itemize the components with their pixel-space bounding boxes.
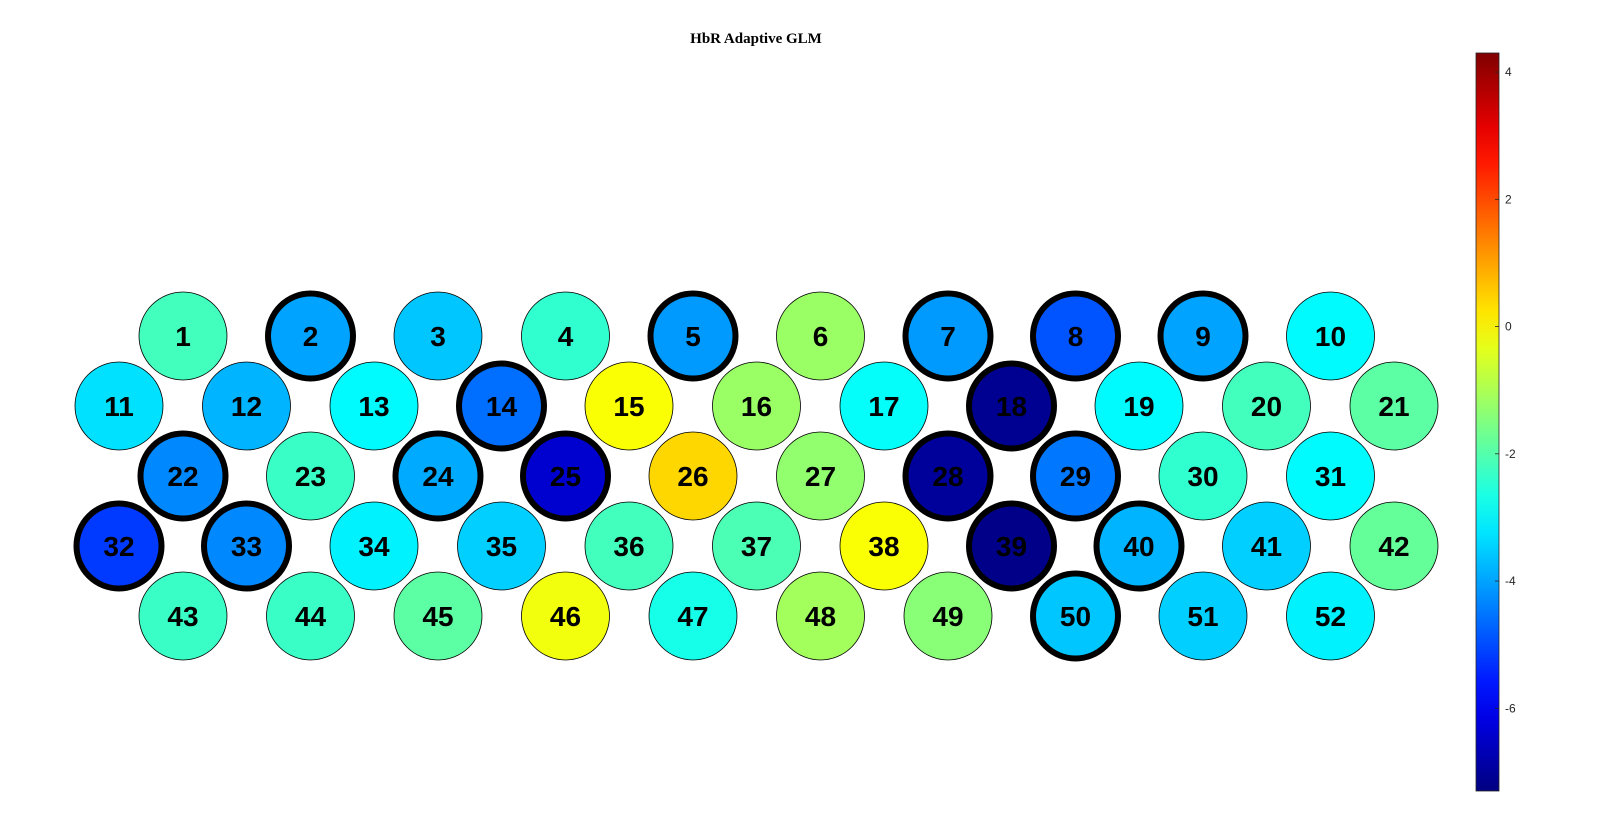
channel-label-6: 6 (812, 321, 829, 352)
channel-label-34: 34 (358, 531, 390, 562)
channel-label-25: 25 (549, 461, 582, 492)
colorbar-gradient (1476, 53, 1499, 791)
channel-label-30: 30 (1187, 461, 1219, 492)
channel-37 (713, 502, 801, 590)
channel-52 (1287, 572, 1375, 660)
channel-34 (330, 502, 418, 590)
channel-label-27: 27 (804, 461, 837, 492)
channel-43 (139, 572, 227, 660)
channel-label-2: 2 (302, 321, 319, 352)
channel-28 (906, 434, 991, 519)
channel-label-8: 8 (1067, 321, 1084, 352)
channel-label-40: 40 (1123, 531, 1155, 562)
channel-29 (1033, 434, 1118, 519)
channel-circles (75, 292, 1438, 660)
channel-47 (649, 572, 737, 660)
channel-label-15: 15 (613, 391, 645, 422)
colorbar-tick-label: -6 (1505, 701, 1516, 716)
channel-label-31: 31 (1314, 461, 1347, 492)
channel-label-18: 18 (995, 391, 1028, 422)
channel-13 (330, 362, 418, 450)
channel-label-49: 49 (932, 601, 964, 632)
channel-label-12: 12 (230, 391, 263, 422)
channel-label-11: 11 (104, 391, 134, 422)
channel-36 (585, 502, 673, 590)
channel-10 (1287, 292, 1375, 380)
channel-18 (969, 364, 1054, 449)
channel-15 (585, 362, 673, 450)
colorbar-tick-label: 0 (1505, 319, 1512, 334)
channel-25 (523, 434, 608, 519)
channel-51 (1159, 572, 1247, 660)
channel-12 (203, 362, 291, 450)
channel-44 (267, 572, 355, 660)
channel-33 (204, 504, 289, 589)
channel-label-3: 3 (430, 321, 446, 352)
channel-label-45: 45 (422, 601, 454, 632)
channel-label-24: 24 (422, 461, 454, 492)
channel-label-46: 46 (549, 601, 582, 632)
channel-1 (139, 292, 227, 380)
channel-30 (1159, 432, 1247, 520)
channel-32 (77, 504, 162, 589)
channel-27 (777, 432, 865, 520)
channel-label-39: 39 (995, 531, 1028, 562)
channel-2 (268, 294, 353, 379)
channel-label-52: 52 (1314, 601, 1347, 632)
colorbar (1476, 53, 1516, 791)
channel-42 (1350, 502, 1438, 590)
channel-label-42: 42 (1378, 531, 1410, 562)
channel-22 (141, 434, 226, 519)
channel-label-41: 41 (1250, 531, 1283, 562)
chart-title: HbR Adaptive GLM (690, 31, 822, 47)
channel-14 (459, 364, 544, 449)
channel-17 (840, 362, 928, 450)
channel-label-7: 7 (940, 321, 956, 352)
channel-label-32: 32 (103, 531, 135, 562)
channel-24 (396, 434, 481, 519)
channel-label-48: 48 (804, 601, 837, 632)
channel-11 (75, 362, 163, 450)
channel-23 (267, 432, 355, 520)
channel-label-14: 14 (485, 391, 518, 422)
channel-label-51: 51 (1187, 601, 1219, 632)
channel-45 (394, 572, 482, 660)
channel-label-29: 29 (1059, 461, 1092, 492)
channel-38 (840, 502, 928, 590)
channel-label-10: 10 (1314, 321, 1347, 352)
channel-20 (1223, 362, 1311, 450)
channel-label-23: 23 (294, 461, 327, 492)
channel-label-17: 17 (868, 391, 900, 422)
channel-26 (649, 432, 737, 520)
channel-46 (522, 572, 610, 660)
channel-label-20: 20 (1250, 391, 1283, 422)
channel-21 (1350, 362, 1438, 450)
channel-5 (651, 294, 736, 379)
channel-7 (906, 294, 991, 379)
channel-label-26: 26 (677, 461, 709, 492)
channel-label-4: 4 (557, 321, 574, 352)
channel-label-9: 9 (1195, 321, 1211, 352)
channel-19 (1095, 362, 1183, 450)
channel-label-38: 38 (868, 531, 900, 562)
channel-41 (1223, 502, 1311, 590)
channel-label-43: 43 (167, 601, 199, 632)
channel-label-13: 13 (358, 391, 390, 422)
channel-40 (1097, 504, 1182, 589)
channel-label-22: 22 (167, 461, 199, 492)
channel-label-37: 37 (740, 531, 773, 562)
channel-label-47: 47 (677, 601, 709, 632)
channel-label-1: 1 (175, 321, 191, 352)
colorbar-tick-label: -4 (1505, 574, 1516, 589)
channel-31 (1287, 432, 1375, 520)
channel-label-50: 50 (1059, 601, 1092, 632)
channel-8 (1033, 294, 1118, 379)
channel-label-5: 5 (685, 321, 701, 352)
colorbar-tick-label: 2 (1505, 192, 1512, 207)
channel-label-35: 35 (485, 531, 518, 562)
colorbar-tick-label: 4 (1505, 65, 1512, 80)
channel-35 (458, 502, 546, 590)
channel-9 (1161, 294, 1246, 379)
channel-label-36: 36 (613, 531, 645, 562)
channel-4 (522, 292, 610, 380)
channel-39 (969, 504, 1054, 589)
channel-label-28: 28 (932, 461, 964, 492)
channel-6 (777, 292, 865, 380)
channel-label-21: 21 (1378, 391, 1410, 422)
channel-label-19: 19 (1123, 391, 1155, 422)
channel-label-33: 33 (230, 531, 263, 562)
channel-label-16: 16 (740, 391, 773, 422)
channel-16 (713, 362, 801, 450)
channel-50 (1033, 574, 1118, 659)
channel-49 (904, 572, 992, 660)
channel-3 (394, 292, 482, 380)
colorbar-tick-label: -2 (1505, 446, 1516, 461)
channel-48 (777, 572, 865, 660)
channel-label-44: 44 (294, 601, 327, 632)
